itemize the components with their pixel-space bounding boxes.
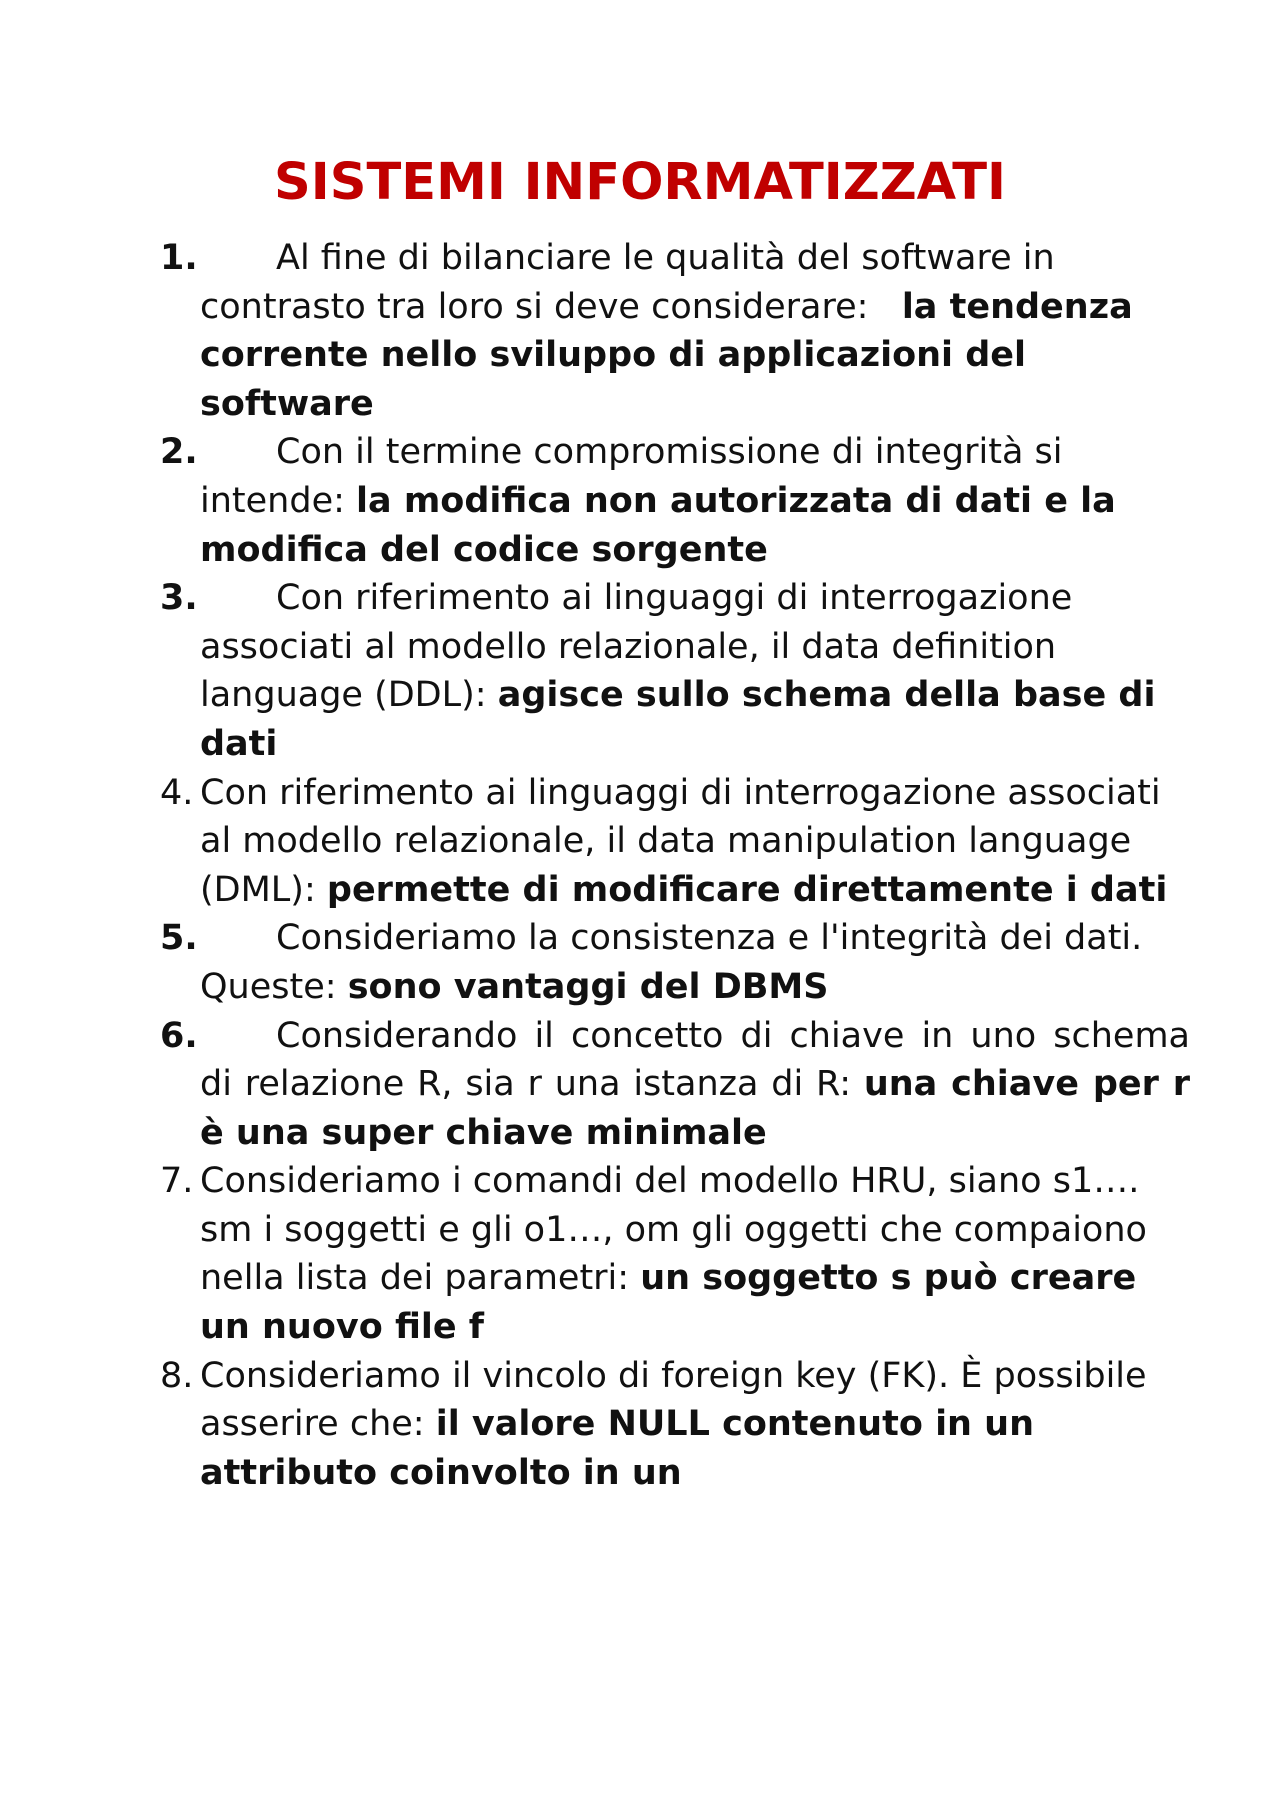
item-question: Consideriamo i comandi del modello HRU, siano s1…. sm i soggetti e gli o1…, om gli oggetti che compaiono nella lista dei parametri: <box>200 1161 1147 1299</box>
item-number: 4. <box>160 772 194 813</box>
question-list <box>160 234 1190 1497</box>
item-number: 8. <box>160 1355 194 1396</box>
item-question: Con riferimento ai linguaggi di interrogazione associati al modello relazionale, il data manipulation language (DML): <box>200 772 1161 910</box>
item-question: Consideriamo il vincolo di foreign key (FK). È possibile asserire che: <box>200 1355 1147 1445</box>
item-answer: la modifica non autorizzata di dati e la modifica del codice sorgente <box>200 480 1116 570</box>
item-answer: il valore NULL contenuto in un attributo coinvolto in un <box>200 1404 1034 1493</box>
item-answer: agisce sullo schema della base di dati <box>200 675 1156 764</box>
item-question: Al fine di bilanciare le qualità del software in contrasto tra loro si deve considerare: <box>200 238 1055 327</box>
item-answer: la tendenza corrente nello sviluppo di applicazioni del software <box>200 286 1133 424</box>
list-item <box>160 914 1190 1011</box>
item-answer: permette di modificare direttamente i dati <box>326 869 1168 910</box>
item-question: Considerando il concetto di chiave in uno schema di relazione R, sia r una istanza di R: <box>200 1015 1190 1105</box>
item-number: 2. <box>160 432 198 473</box>
item-number: 1. <box>160 238 198 278</box>
list-item <box>160 1157 1190 1351</box>
item-number: 7. <box>160 1161 194 1202</box>
item-question: Consideriamo la consistenza e l'integrità dei dati. Queste: <box>200 918 1143 1007</box>
item-answer: sono vantaggi del DBMS <box>347 966 829 1007</box>
item-answer: un soggetto s può creare un nuovo file f <box>200 1258 1137 1348</box>
document-title: SISTEMI INFORMATIZZATI <box>274 153 1006 212</box>
list-item <box>160 234 1190 428</box>
list-item <box>160 1012 1190 1158</box>
item-number: 6. <box>160 1015 198 1056</box>
list-item <box>160 574 1190 768</box>
item-question: Con il termine compromissione di integrità si intende: <box>200 432 1063 521</box>
item-question: Con riferimento ai linguaggi di interrogazione associati al modello relazionale, il data definition language (DDL): <box>200 578 1073 716</box>
item-number: 3. <box>160 578 198 619</box>
list-item <box>160 769 1190 915</box>
item-number: 5. <box>160 918 198 959</box>
list-item <box>160 428 1190 574</box>
list-item <box>160 1352 1190 1498</box>
item-answer: una chiave per r è una super chiave minimale <box>200 1064 1190 1153</box>
